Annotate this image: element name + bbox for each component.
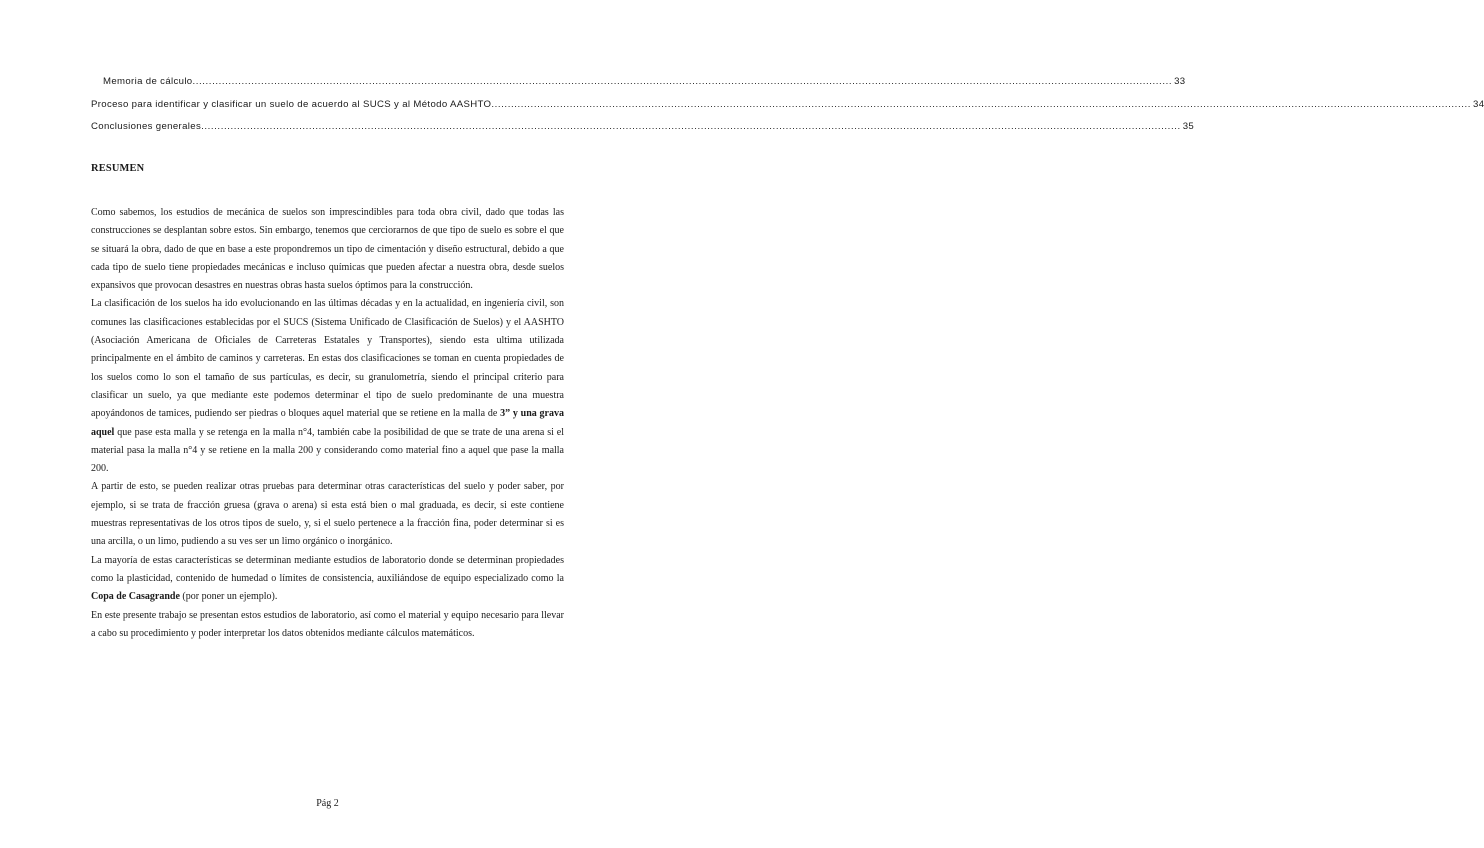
toc-entry[interactable] xyxy=(91,76,1186,99)
summary-paragraph xyxy=(91,204,564,295)
bold-text-run: Copa de Casagrande xyxy=(91,591,180,603)
text-run: La clasificación de los suelos ha ido evolucionando en las últimas décadas y en la actualidad, en ingeniería civil, son comunes las clasificaciones establecidas por el SUCS (Sistema Unificado de Clasificación de Suelos) y el AASHTO (Asociación Americana de Oficiales de Carreteras Estatales y Transportes), siendo esta ultima utilizada principalmente en el ámbito de caminos y carreteras. En estas dos clasificaciones se toman en cuenta propiedades de los suelos como lo son el tamaño de sus partículas, es decir, su granulometría, siendo el principal criterio para clasificar un suelo, ya que mediante este podemos determinar el tipo de suelo predominante de una muestra apoyándonos de tamices, pudiendo ser piedras o bloques aquel material que se retiene en la malla de xyxy=(91,298,564,420)
toc-entry-page: 34 xyxy=(1473,98,1484,110)
toc-entry-page: 33 xyxy=(1174,76,1186,87)
text-run: En este presente trabajo se presentan estos estudios de laboratorio, así como el material y equipo necesario para llevar a cabo su procedimiento y poder interpretar los datos obtenidos mediante cálculos matemáticos. xyxy=(91,609,564,639)
toc-leader-dots: ............................................................................................................................................................................................................................................................................................................ xyxy=(192,76,1173,87)
summary-paragraph xyxy=(91,552,564,607)
text-run: La mayoría de estas características se determinan mediante estudios de laboratorio donde se determinan propiedades como la plasticidad, contenido de humedad o límites de consistencia, auxiliándose de equipo especializado como la xyxy=(91,554,564,584)
text-run: (por poner un ejemplo). xyxy=(179,591,278,603)
summary-paragraph xyxy=(91,607,564,644)
text-run: que pase esta malla y se retenga en la malla n°4, también cabe la posibilidad de que se trate de una arena si el material pasa la malla n°4 y se retiene en la malla 200 y considerando como material fino a aquel que pase la malla 200. xyxy=(91,426,564,475)
toc-entry-label: Memoria de cálculo xyxy=(103,76,193,87)
summary-paragraph xyxy=(91,478,564,551)
toc-leader-dots: ............................................................................................................................................................................................................................................................................................................ xyxy=(201,121,1181,132)
toc-entry-label: Proceso para identificar y clasificar un suelo de acuerdo al SUCS y al Método AASHTO xyxy=(91,98,492,110)
text-run: A partir de esto, se pueden realizar otras pruebas para determinar otras características del suelo y poder saber, por ejemplo, si se trata de fracción gruesa (grava o arena) si esta está bien o mal graduada, es decir, si este contiene muestras representativas de los otros tipos de suelo, y, si el suelo pertenece a la fracción fina, poder determinar si es una arcilla, o un limo, pudiendo a su ves ser un limo orgánico o inorgánico. xyxy=(91,481,564,548)
summary-body xyxy=(91,204,564,643)
text-run: Como sabemos, los estudios de mecánica de suelos son imprescindibles para toda obra civil, dado que todas las construcciones se desplantan sobre estos. Sin embargo, tenemos que cerciorarnos de que tipo de suelo es sobre el que se situará la obra, dado de que en base a este propondremos un tipo de cimentación y diseño estructural, debido a que cada tipo de suelo tiene propiedades mecánicas e incluso químicas que pueden afectar a nuestra obra, desde suelos expansivos que provocan desastres en nuestras obras hasta suelos óptimos para la construcción. xyxy=(91,207,564,292)
table-of-contents xyxy=(91,76,1484,144)
toc-entry-label: Conclusiones generales xyxy=(91,121,202,132)
summary-paragraph xyxy=(91,295,564,478)
toc-entry[interactable] xyxy=(91,98,1484,122)
toc-leader-dots: ............................................................................................................................................................................................................................................................................................................ xyxy=(491,98,1472,110)
toc-entry-page: 35 xyxy=(1182,121,1195,132)
bold-text-run: 3” y una grava aquel xyxy=(91,408,564,438)
section-heading: RESUMEN xyxy=(91,163,145,174)
page-number: Pág 2 xyxy=(316,798,339,809)
toc-entry[interactable] xyxy=(91,121,1195,144)
